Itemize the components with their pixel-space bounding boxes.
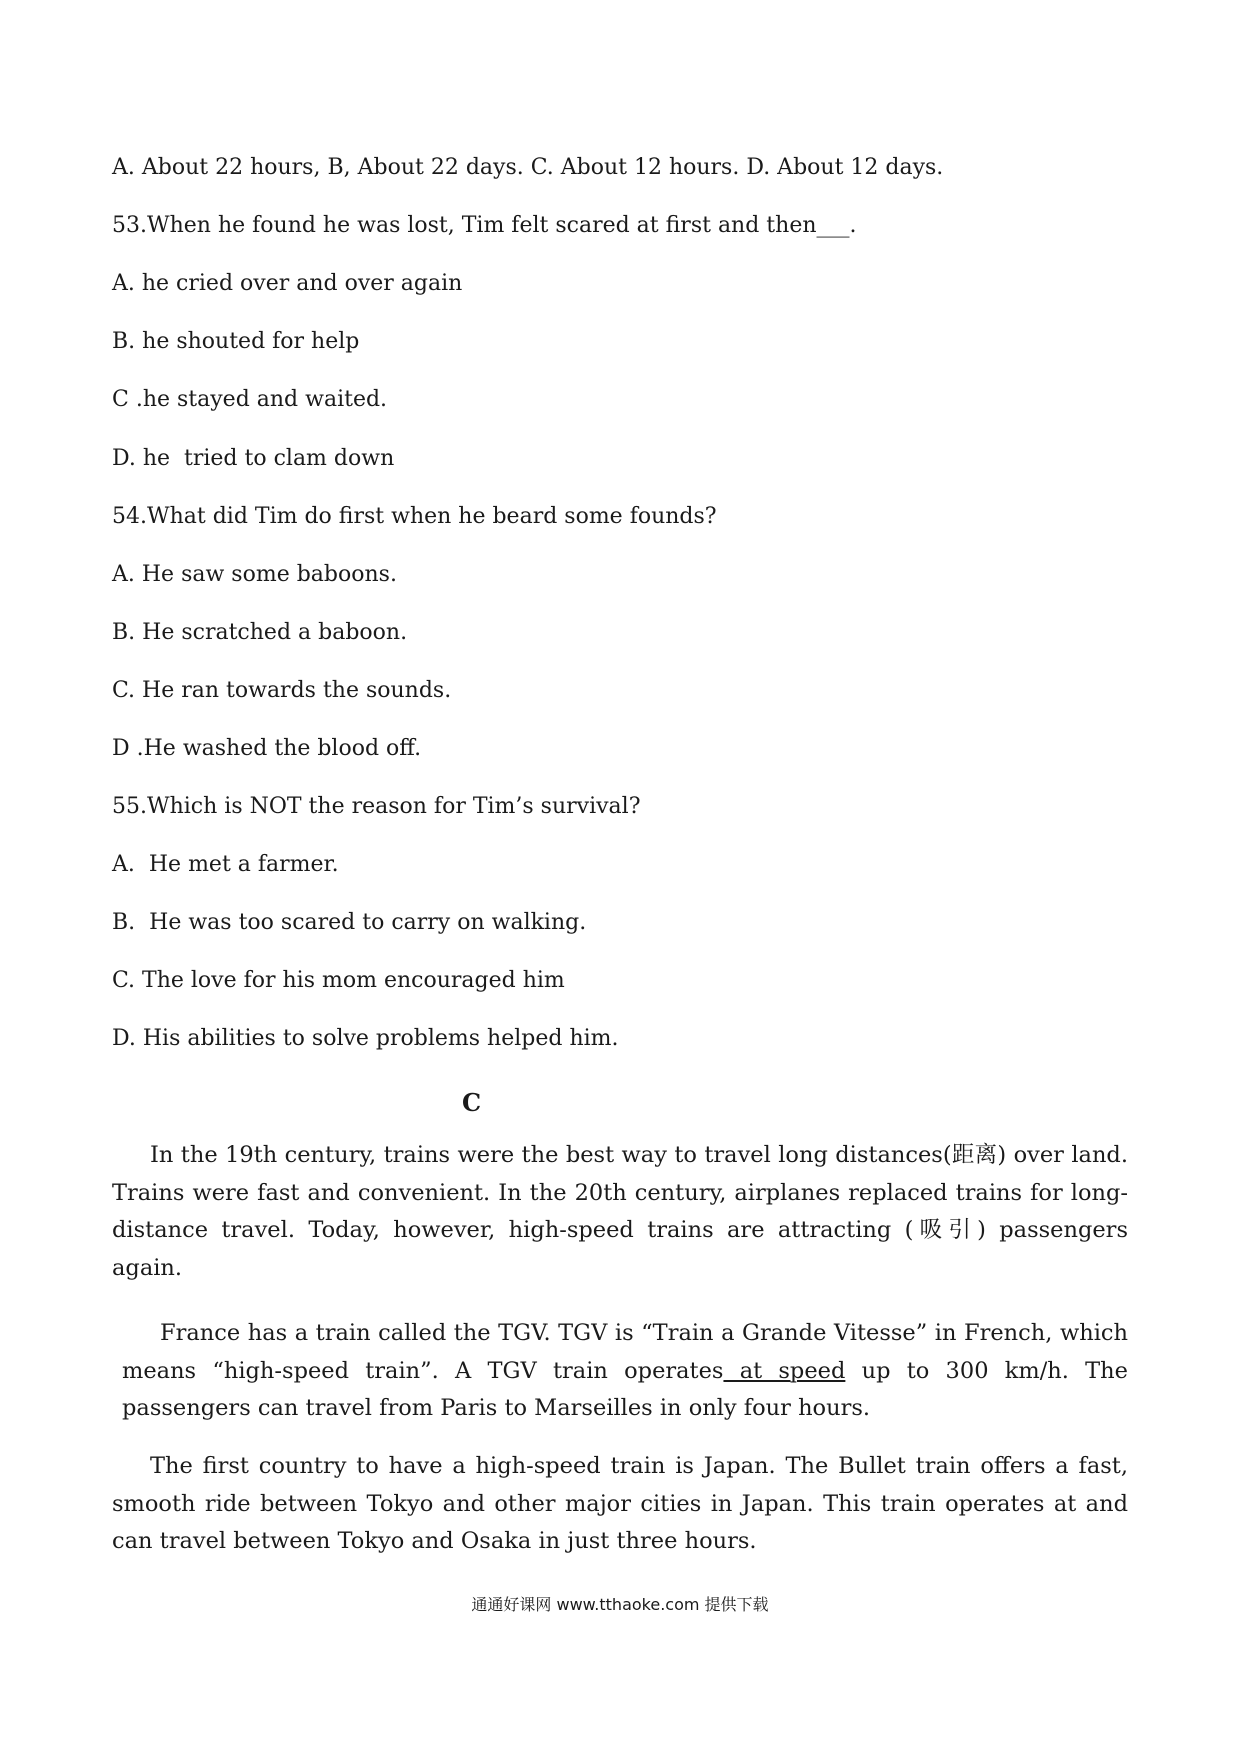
q53-option-b: B. he shouted for help [112,329,360,354]
paragraph-2-text-end: up to 300 km/h. The passengers can travel from Paris to Marseilles in only four hours. [122,1357,1136,1421]
q54-option-d: D .He washed the blood off. [112,736,422,761]
q55-option-c: C. The love for his mom encouraged him [112,968,565,993]
q54-option-a: A. He saw some baboons. [112,562,397,587]
q53-option-d: D. he tried to clam down [112,446,395,471]
q52-options: A. About 22 hours, B, About 22 days. C. About 12 hours. D. About 12 days. [112,155,944,180]
page-footer: 通通好课网 www.tthaoke.com 提供下载 [471,1595,769,1614]
q54-option-c: C. He ran towards the sounds. [112,678,452,703]
passage-paragraph-2 [122,1315,1136,1428]
q55-option-b: B. He was too scared to carry on walking. [112,910,587,935]
paragraph-2-underlined-text: at speed [723,1357,846,1384]
passage-paragraph-3: The first country to have a high-speed train is Japan. The Bullet train offers a fast, smooth ride between Tokyo and other major cities in Japan. This train operates at and can travel between Tokyo and Osaka in just three hours. [112,1453,1128,1554]
q55-question: 55.Which is NOT the reason for Tim’s survival? [112,794,641,819]
q55-option-a: A. He met a farmer. [112,852,339,877]
q53-question: 53.When he found he was lost, Tim felt scared at first and then___. [112,213,857,238]
q53-option-a: A. he cried over and over again [112,271,463,296]
q55-option-d: D. His abilities to solve problems helped him. [112,1026,619,1051]
passage-paragraph-1: In the 19th century, trains were the best way to travel long distances(距离) over land. Trains were fast and convenient. In the 20th century, airplanes replaced trains for long-distance travel. Today, however, high-speed trains are attracting (吸引) passengers again. [112,1142,1128,1281]
q54-option-b: B. He scratched a baboon. [112,620,408,645]
q54-question: 54.What did Tim do first when he beard some founds? [112,504,717,529]
section-heading: C [462,1088,482,1117]
paragraph-2-text-start: France has a train called the TGV. TGV is “Train a Grande Vitesse” in French, which means “high-speed train”. A TGV train operates [122,1320,1136,1384]
q53-option-c: C .he stayed and waited. [112,387,388,412]
